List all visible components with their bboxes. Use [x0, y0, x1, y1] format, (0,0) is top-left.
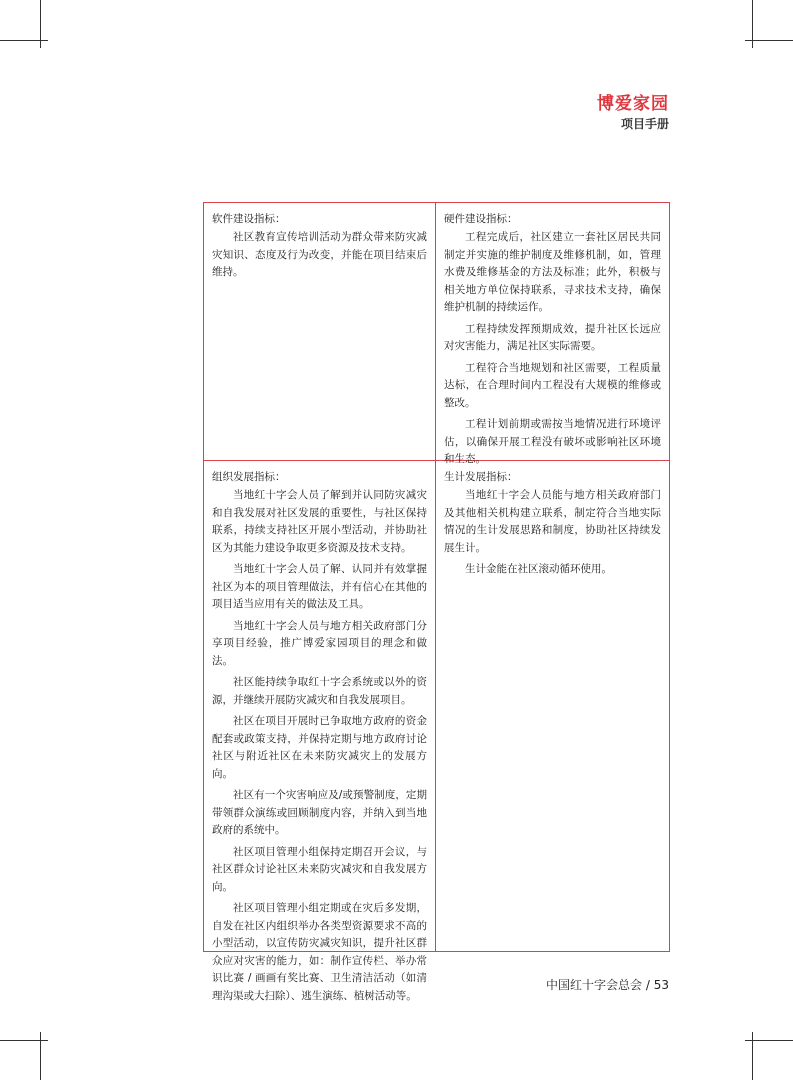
paragraph: 社区项目管理小组定期或在灾后多发期，自发在社区内组织举办各类型资源要求不高的小型活动，以宣传防灾减灾知识，提升社区群众应对灾害的能力，如：制作宣传栏、举办常识比赛 / 画画有奖比赛、卫生清洁活动（如清理沟渠或大扫除）、逃生演练、植树活动等。 — [212, 902, 427, 1002]
software-indicators-cell — [204, 203, 436, 461]
cell-title: 生计发展指标： — [444, 471, 518, 483]
paragraph: 社区教育宣传培训活动为群众带来防灾减灾知识、态度及行为改变，并能在项目结束后维持。 — [212, 231, 427, 278]
page-footer: 中国红十字会总会 / 53 — [546, 978, 669, 992]
paragraph: 社区在项目开展时已争取地方政府的资金配套或政策支持，并保持定期与地方政府讨论社区与附近社区在未来防灾减灾上的发展方向。 — [212, 715, 427, 780]
paragraph: 工程符合当地规划和社区需要，工程质量达标，在合理时间内工程没有大规模的维修或整改。 — [444, 361, 661, 409]
crop-mark — [745, 40, 793, 41]
page-header — [597, 94, 669, 132]
manual-subtitle: 项目手册 — [620, 117, 669, 131]
cell-title: 组织发展指标： — [212, 471, 286, 483]
crop-mark — [745, 1040, 793, 1041]
paragraph: 社区有一个灾害响应及/或预警制度，定期带领群众演练或回顾制度内容，并纳入到当地政府的系统中。 — [212, 789, 427, 836]
paragraph: 生计金能在社区滚动循环使用。 — [465, 563, 612, 575]
livelihood-indicators-cell — [436, 461, 669, 951]
organization-indicators-cell — [204, 461, 436, 1002]
paragraph: 工程完成后，社区建立一套社区居民共同制定并实施的维护制度及维修机制，如，管理水费及维修基金的方法及标准；此外，积极与相关地方单位保持联系，寻求技术支持，确保维护机制的持续运作。 — [444, 231, 661, 313]
paragraph: 当地红十字会人员与地方相关政府部门分享项目经验，推广博爱家园项目的理念和做法。 — [212, 619, 427, 667]
paragraph: 社区项目管理小组保持定期召开会议，与社区群众讨论社区未来防灾减灾和自我发展方向。 — [212, 845, 427, 893]
paragraph: 社区能持续争取红十字会系统或以外的资源，并继续开展防灾减灾和自我发展项目。 — [212, 676, 427, 706]
paragraph: 当地红十字会人员了解到并认同防灾减灾和自我发展对社区发展的重要性，与社区保持联系，持续支持社区开展小型活动，并协助社区为其能力建设争取更多资源及技术支持。 — [212, 489, 427, 554]
hardware-indicators-cell — [436, 203, 669, 465]
paragraph: 工程计划前期或需按当地情况进行环境评估，以确保开展工程没有破坏或影响社区环境和生态。 — [444, 418, 661, 465]
cell-title: 硬件建设指标： — [444, 213, 518, 225]
cell-title: 软件建设指标： — [212, 213, 286, 225]
paragraph: 工程持续发挥预期成效，提升社区长远应对灾害能力，满足社区实际需要。 — [444, 322, 661, 352]
crop-mark — [0, 1040, 48, 1041]
paragraph: 当地红十字会人员了解、认同并有效掌握社区为本的项目管理做法，并有信心在其他的项目适当应用有关的做法及工具。 — [212, 563, 427, 610]
brand-title: 博爱家园 — [597, 94, 669, 114]
paragraph: 当地红十字会人员能与地方相关政府部门及其他相关机构建立联系，制定符合当地实际情况的生计发展思路和制度，协助社区持续发展生计。 — [444, 489, 661, 554]
crop-mark — [0, 40, 48, 41]
